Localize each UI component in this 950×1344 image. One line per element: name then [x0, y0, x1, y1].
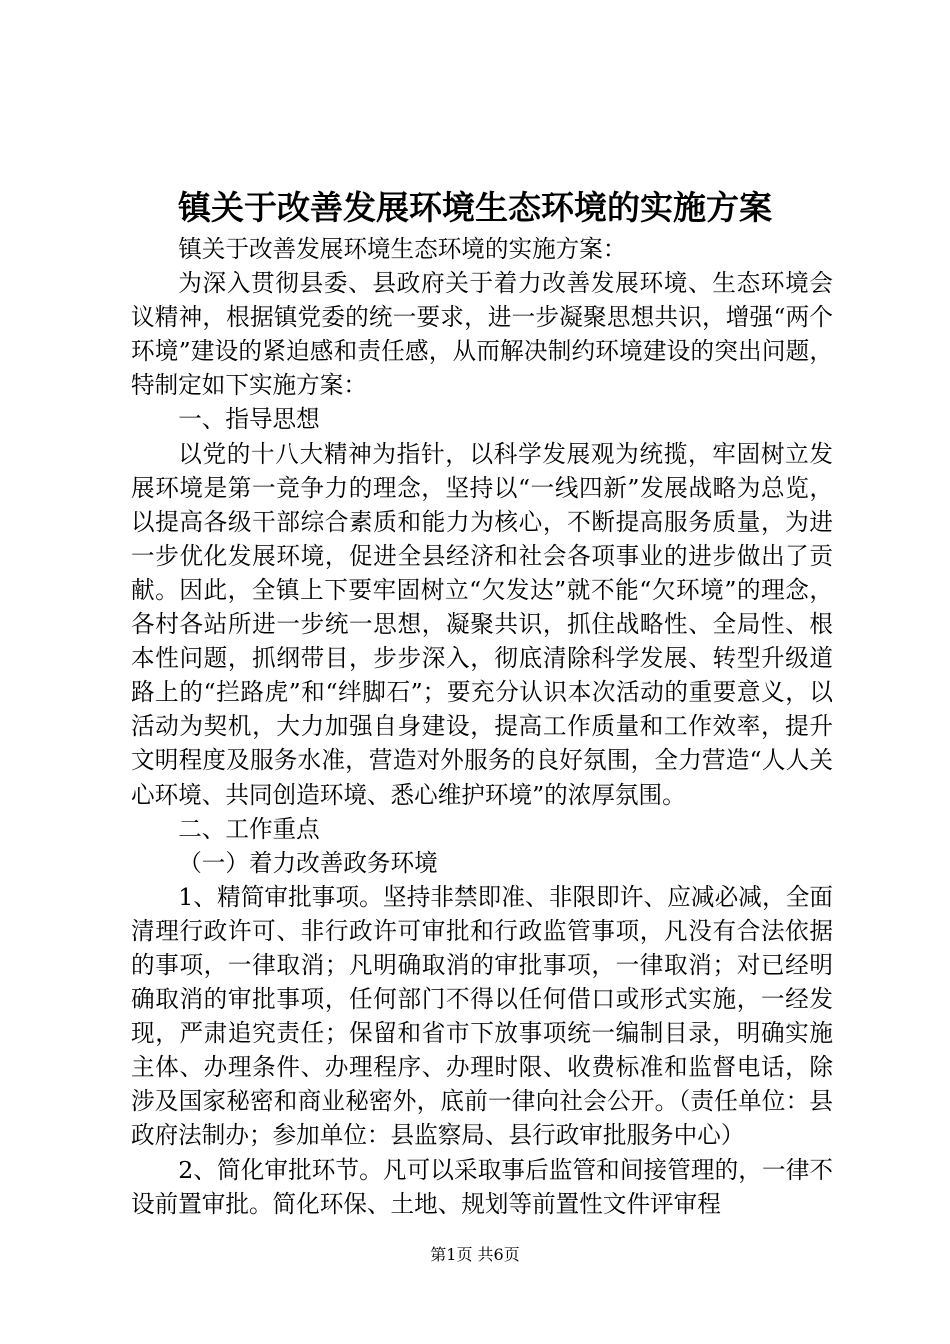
paragraph-intro: 为深入贯彻县委、县政府关于着力改善发展环境、生态环境会议精神，根据镇党委的统一要求，进一步凝聚思想共识，增强“两个环境”建设的紧迫感和责任感，从而解决制约环境建设的突出问题，特制定如下实施方案：	[131, 269, 833, 400]
paragraph-guiding-thought: 以党的十八大精神为指针，以科学发展观为统揽，牢固树立发展环境是第一竞争力的理念，坚持以“一线四新”发展战略为总览，以提高各级干部综合素质和能力为核心，不断提高服务质量，为进一步优化发展环境，促进全县经济和社会各项事业的进步做出了贡献。因此，全镇上下要牢固树立“欠发达”就不能“欠环境”的理念，各村各站所进一步统一思想，凝聚共识，抓住战略性、全局性、根本性问题，抓纲带目，步步深入，彻底清除科学发展、转型升级道路上的“拦路虎”和“绊脚石”；要充分认识本次活动的重要意义，以活动为契机，大力加强自身建设，提高工作质量和工作效率，提升文明程度及服务水准，营造对外服务的良好氛围，全力营造“人人关心环境、共同创造环境、悉心维护环境”的浓厚氛围。	[131, 439, 833, 809]
document-title: 镇关于改善发展环境生态环境的实施方案	[178, 188, 772, 227]
document-body	[131, 232, 833, 1221]
paragraph-item-2: 2、简化审批环节。凡可以采取事后监管和间接管理的，一律不设前置审批。简化环保、土地、规划等前置性文件评审程	[131, 1155, 833, 1218]
subsection-heading-government-affairs: （一）着力改善政务环境	[178, 848, 438, 877]
page-footer: 第1页 共6页	[430, 1245, 520, 1264]
section-heading-work-focus: 二、工作重点	[178, 814, 320, 843]
paragraph-item-1: 1、精简审批事项。坚持非禁即准、非限即许、应减必减，全面清理行政许可、非行政许可审批和行政监管事项，凡没有合法依据的事项，一律取消；凡明确取消的审批事项，一律取消；对已经明确取消的审批事项，任何部门不得以任何借口或形式实施，一经发现，严肃追究责任；保留和省市下放事项统一编制目录，明确实施主体、办理条件、办理程序、办理时限、收费标准和监督电话，除涉及国家秘密和商业秘密外，底前一律向社会公开。（责任单位：县政府法制办；参加单位：县监察局、县行政审批服务中心）	[131, 882, 833, 1150]
paragraph-intro-heading: 镇关于改善发展环境生态环境的实施方案：	[178, 235, 627, 263]
section-heading-guiding-thought: 一、指导思想	[178, 405, 320, 434]
